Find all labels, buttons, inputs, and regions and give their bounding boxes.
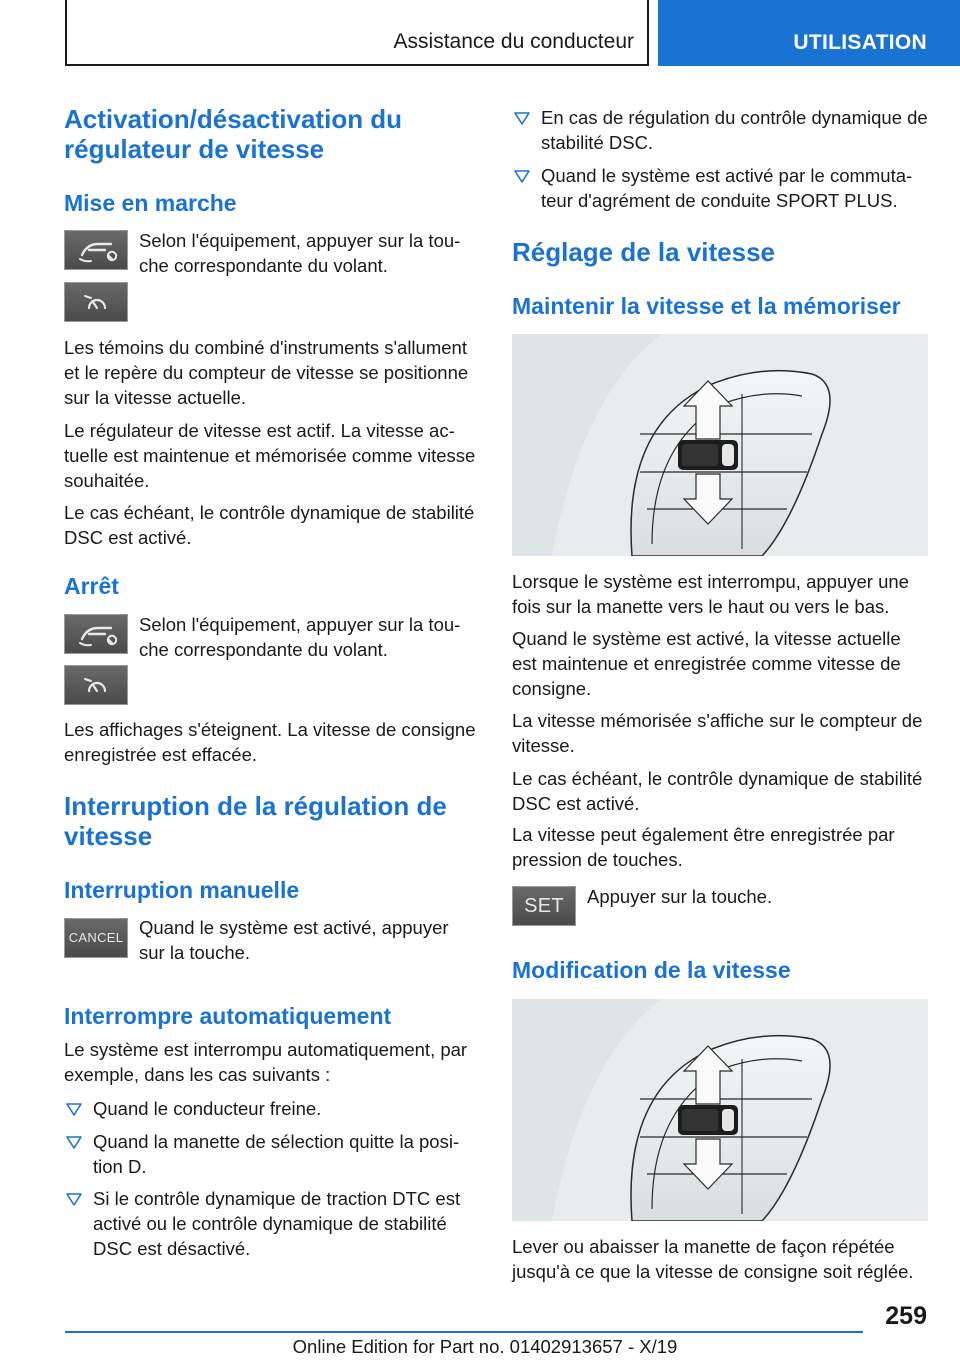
auto-paragraph-1: Le système est interrompu automatiquement, par exemple, dans les cas suivants : [64,1039,468,1085]
mise-paragraph-3: Le cas échéant, le contrôle dynamique de stabilité DSC est activé. [64,502,475,548]
cruise-control-steering-icon [64,230,128,270]
mise-paragraph-2: Le régulateur de vitesse est actif. La vitesse actuelle est maintenue et mémorisée comme vitesse souhaitée. [64,420,476,491]
arret-instruction: Selon l'équipement, appuyer sur la touche correspondante du volant. [139,614,461,660]
cruise-control-speed-icon [64,282,128,322]
set-instruction: Appuyer sur la touche. [587,886,773,907]
cruise-control-steering-icon [64,614,128,654]
maintenir-paragraph-1: Lorsque le système est interrompu, appuyer une fois sur la manette vers le haut ou vers le bas. [512,571,909,617]
chapter-title: Assistance du conducteur [393,30,634,53]
heading-interruption-manuelle: Interruption manuelle [64,877,300,903]
heading-modification: Modification de la vitesse [512,957,791,983]
header-chapter-box [65,0,649,66]
set-button-icon: SET [512,886,576,926]
steering-wheel-rocker-illustration [512,334,928,556]
heading-maintenir: Maintenir la vitesse et la mémoriser [512,293,901,319]
heading-reglage: Réglage de la vitesse [512,237,776,267]
mise-paragraph-1: Les témoins du combiné d'instruments s'allument et le repère du compteur de vitesse se positionne sur la vitesse actuelle. [64,337,469,408]
heading-interruption: Interruption de la régulation de vitesse [64,791,447,851]
cancel-button-icon: CANCEL [64,918,128,958]
heading-activation: Activation/désactivation du régulateur de vitesse [64,104,403,164]
footer-edition: Online Edition for Part no. 01402913657 - X/19 [292,1336,678,1357]
heading-interrompre-auto: Interrompre automatiquement [64,1003,392,1029]
footer-divider [65,1331,863,1333]
page-number: 259 [885,1302,927,1330]
arret-paragraph-1: Les affichages s'éteignent. La vitesse de consigne enregistrée est effacée. [64,719,476,765]
mise-instruction: Selon l'équipement, appuyer sur la touche correspondante du volant. [139,230,461,276]
cruise-control-speed-icon [64,665,128,705]
maintenir-paragraph-3: La vitesse mémorisée s'affiche sur le compteur de vitesse. [512,710,923,756]
maintenir-paragraph-5: La vitesse peut également être enregistrée par pression de touches. [512,824,895,870]
manuelle-instruction: Quand le système est activé, appuyer sur la touche. [139,917,449,963]
heading-mise-en-marche: Mise en marche [64,190,237,216]
heading-arret: Arrêt [64,573,119,599]
section-tab[interactable] [658,0,960,66]
maintenir-paragraph-4: Le cas échéant, le contrôle dynamique de stabilité DSC est activé. [512,768,923,814]
modification-paragraph-1: Lever ou abaisser la manette de façon répétée jusqu'à ce que la vitesse de consigne soit réglée. [512,1236,914,1282]
section-title: UTILISATION [793,31,927,54]
steering-wheel-rocker-illustration [512,999,928,1221]
maintenir-paragraph-2: Quand le système est activé, la vitesse actuelle est maintenue et enregistrée comme vitesse de consigne. [512,628,901,699]
